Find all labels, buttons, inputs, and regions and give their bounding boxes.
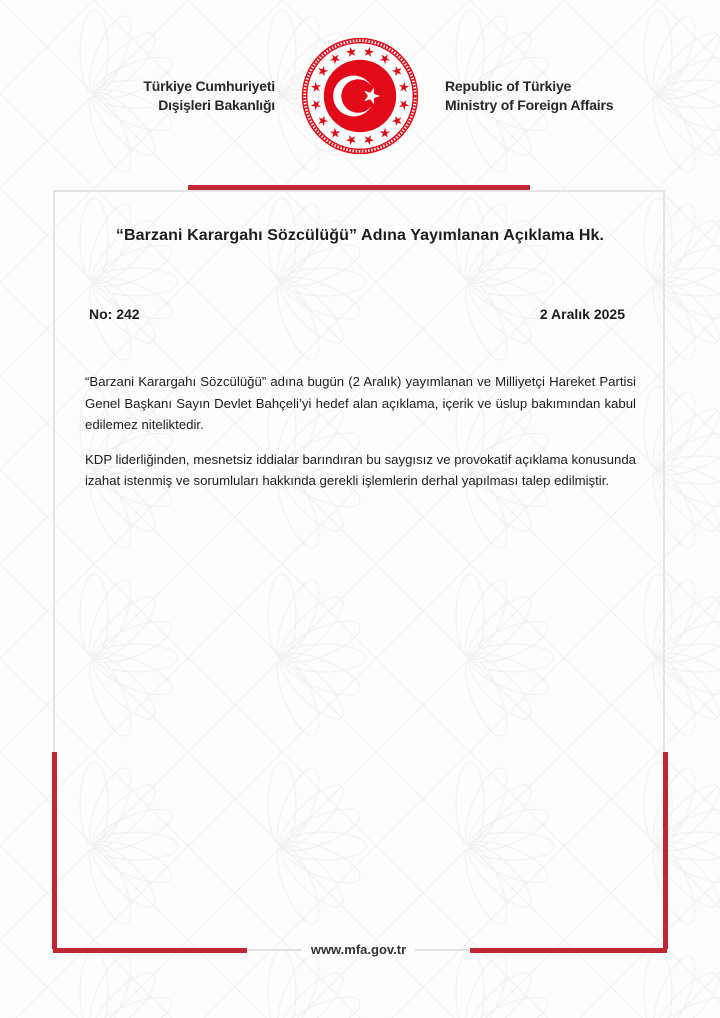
ministry-name-turkish: [85, 77, 275, 115]
document-frame: [53, 190, 665, 945]
footer-rule: [53, 943, 667, 957]
footer-accent-left: [53, 948, 247, 953]
release-date: 2 Aralık 2025: [539, 306, 625, 322]
press-release-title: “Barzani Karargahı Sözcülüğü” Adına Yayımlanan Açıklama Hk.: [115, 227, 605, 244]
footer-accent-right: [470, 948, 667, 953]
ministry-name-tr-line2: Dışişleri Bakanlığı: [158, 97, 275, 113]
release-paragraph: KDP liderliğinden, mesnetsiz iddialar barındıran bu saygısız ve provokatif açıklama konusunda izahat istenmiş ve sorumluları hakkında gerekli işlemlerin derhal yapılması talep edilmiştir.: [85, 451, 636, 488]
footer-line-left: [247, 949, 302, 951]
release-number: No: 242: [89, 306, 140, 322]
frame-accent-top: [188, 185, 530, 190]
frame-accent-right: [663, 752, 668, 949]
frame-accent-left: [52, 752, 57, 949]
ministry-name-english: [445, 77, 635, 115]
ministry-name-tr-line1: Türkiye Cumhuriyeti: [143, 78, 275, 94]
ministry-name-en-line1: Republic of Türkiye: [445, 78, 572, 94]
release-meta-row: [89, 306, 625, 322]
footer-line-right: [415, 949, 470, 951]
ministry-name-en-line2: Ministry of Foreign Affairs: [445, 97, 614, 113]
release-paragraph: “Barzani Karargahı Sözcülüğü” adına bugün (2 Aralık) yayımlanan ve Milliyetçi Hareket Partisi Genel Başkanı Sayın Devlet Bahçeli’yi hedef alan açıklama, içerik ve üslup bakımından kabul edilemez niteliktedir.: [85, 374, 636, 432]
mfa-emblem-icon: [299, 35, 421, 157]
letterhead: [0, 34, 720, 158]
release-body: [85, 371, 636, 505]
footer-url: www.mfa.gov.tr: [310, 942, 407, 957]
